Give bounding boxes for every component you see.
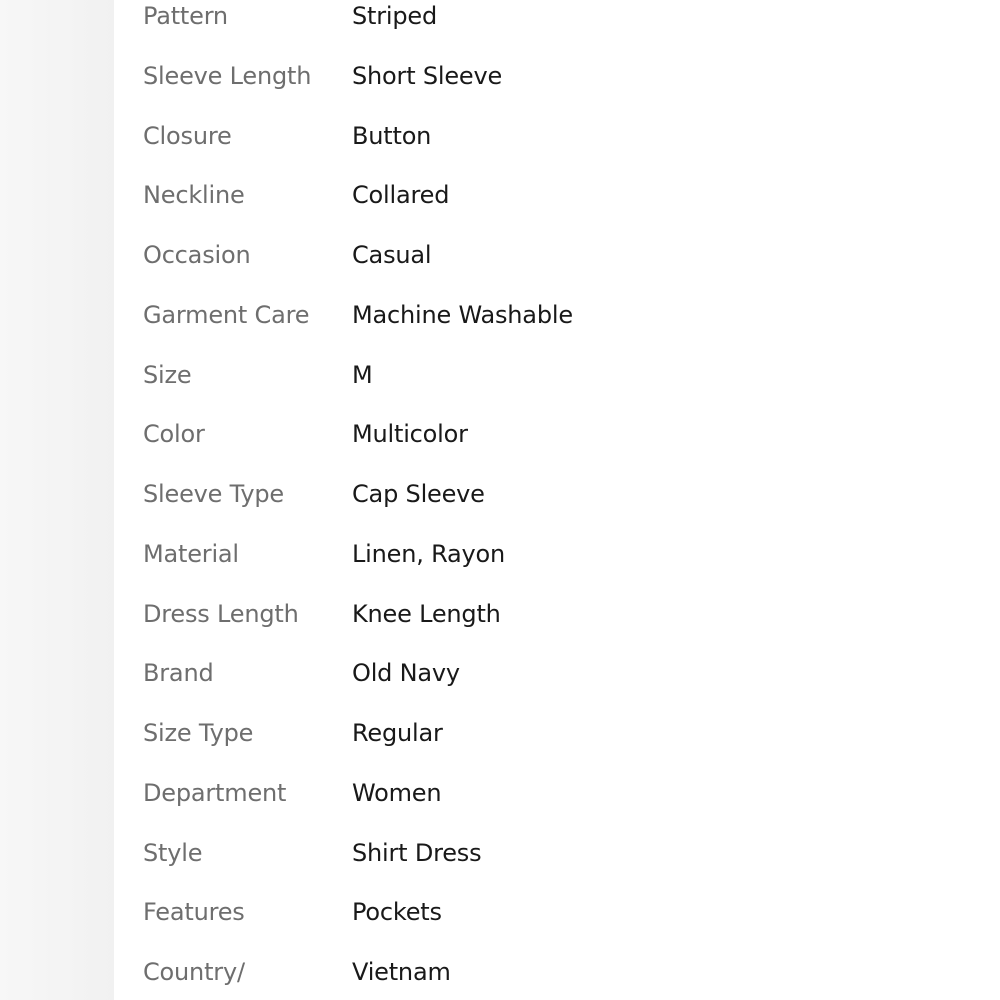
- spec-label: Size: [143, 360, 192, 389]
- spec-value: Vietnam: [352, 958, 451, 986]
- spec-row-dress-length: [143, 598, 963, 638]
- spec-row-pattern: [143, 0, 963, 40]
- spec-label: Occasion: [143, 241, 251, 269]
- spec-value: Short Sleeve: [352, 61, 503, 90]
- spec-label: Sleeve Type: [143, 480, 284, 508]
- spec-label: Size Type: [143, 719, 254, 747]
- spec-row-closure: [143, 120, 963, 160]
- spec-label: Pattern: [143, 2, 228, 30]
- spec-label: Dress Length: [143, 599, 299, 628]
- spec-row-neckline: [143, 179, 963, 219]
- spec-row-features: [143, 896, 963, 936]
- spec-value: Old Navy: [352, 659, 460, 688]
- spec-row-garment-care: [143, 299, 963, 339]
- spec-row-size: [143, 359, 963, 399]
- spec-label: Brand: [143, 659, 214, 688]
- spec-value: Knee Length: [352, 599, 501, 628]
- spec-value: Shirt Dress: [352, 838, 482, 867]
- spec-label: Country/: [143, 958, 245, 986]
- spec-label: Garment Care: [143, 300, 310, 329]
- spec-value: Pockets: [352, 898, 442, 927]
- spec-value: Regular: [352, 719, 443, 747]
- spec-label: Sleeve Length: [143, 61, 312, 90]
- spec-value: Button: [352, 121, 432, 150]
- spec-row-size-type: [143, 717, 963, 757]
- spec-value: Cap Sleeve: [352, 480, 485, 508]
- spec-value: M: [352, 360, 373, 389]
- spec-value: Multicolor: [352, 420, 468, 449]
- spec-label: Neckline: [143, 181, 245, 210]
- spec-row-style: [143, 837, 963, 877]
- spec-label: Material: [143, 539, 239, 568]
- spec-value: Casual: [352, 241, 432, 269]
- spec-label: Color: [143, 420, 205, 449]
- spec-value: Women: [352, 778, 442, 807]
- spec-label: Department: [143, 778, 287, 807]
- spec-value: Collared: [352, 181, 450, 210]
- left-gutter: [0, 0, 114, 1000]
- spec-value: Linen, Rayon: [352, 539, 506, 568]
- spec-label: Closure: [143, 121, 232, 150]
- spec-value: Striped: [352, 2, 438, 30]
- spec-value: Machine Washable: [352, 300, 573, 329]
- spec-row-country: [143, 956, 963, 996]
- spec-row-brand: [143, 657, 963, 697]
- spec-row-occasion: [143, 239, 963, 279]
- spec-row-material: [143, 538, 963, 578]
- spec-label: Features: [143, 898, 245, 927]
- spec-row-color: [143, 418, 963, 458]
- spec-label: Style: [143, 838, 203, 867]
- spec-row-sleeve-type: [143, 478, 963, 518]
- spec-row-sleeve-length: [143, 60, 963, 100]
- spec-row-department: [143, 777, 963, 817]
